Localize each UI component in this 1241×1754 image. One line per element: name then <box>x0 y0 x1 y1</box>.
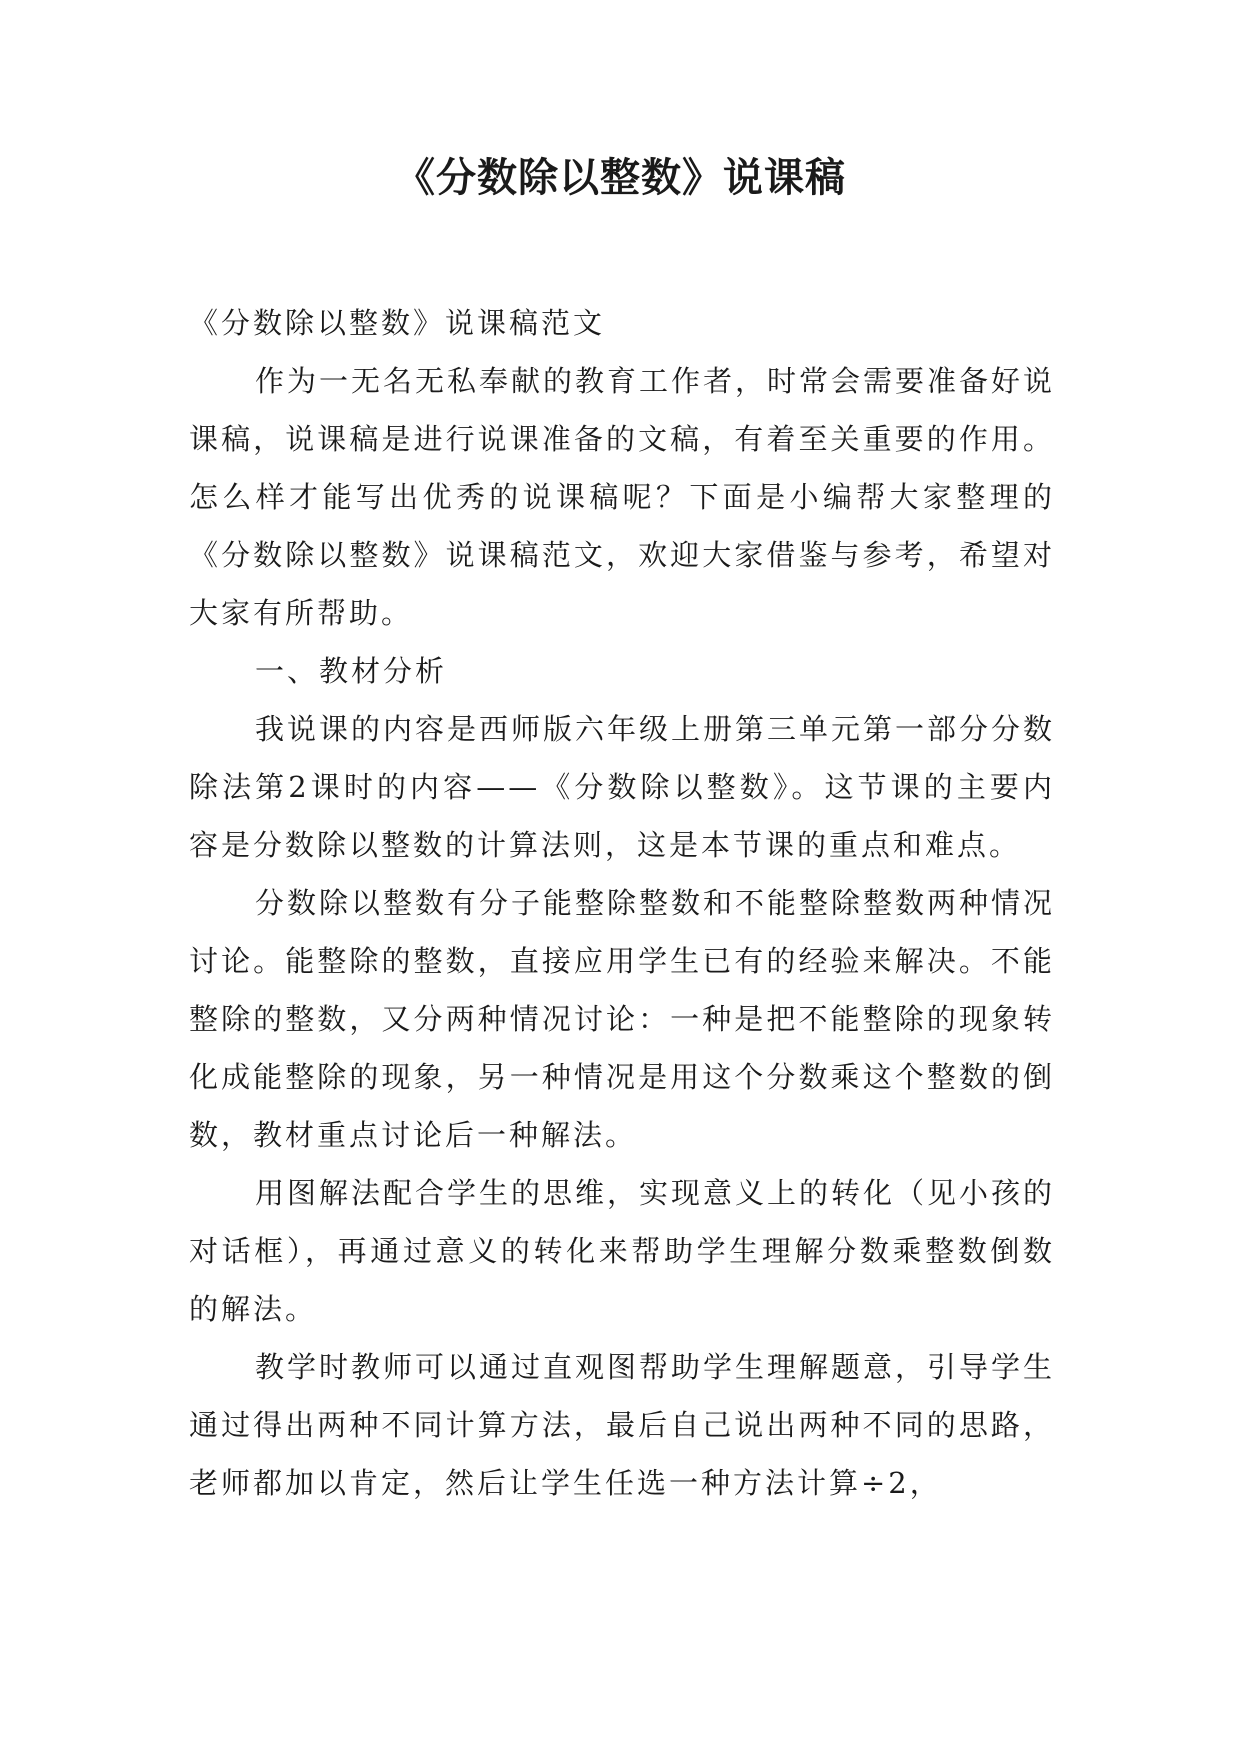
paragraph-diagram-method: 用图解法配合学生的思维，实现意义上的转化（见小孩的对话框），再通过意义的转化来帮助学生理解分数乘整数倒数的解法。 <box>189 1176 1056 1326</box>
document-body <box>189 294 1055 1512</box>
document-title: 《分数除以整数》说课稿 <box>395 155 846 201</box>
section-heading-textbook-analysis: 一、教材分析 <box>255 654 448 688</box>
paragraph-teaching-method: 教学时教师可以通过直观图帮助学生理解题意，引导学生通过得出两种不同计算方法，最后自己说出两种不同的思路，老师都加以肯定，然后让学生任选一种方法计算÷2， <box>189 1350 1056 1500</box>
paragraph-lesson-content: 我说课的内容是西师版六年级上册第三单元第一部分分数除法第2课时的内容——《分数除以整数》。这节课的主要内容是分数除以整数的计算法则，这是本节课的重点和难点。 <box>189 712 1056 862</box>
document-subtitle: 《分数除以整数》说课稿范文 <box>189 306 606 340</box>
paragraph-intro: 作为一无名无私奉献的教育工作者，时常会需要准备好说课稿，说课稿是进行说课准备的文稿，有着至关重要的作用。怎么样才能写出优秀的说课稿呢？下面是小编帮大家整理的《分数除以整数》说课稿范文，欢迎大家借鉴与参考，希望对大家有所帮助。 <box>189 364 1056 630</box>
paragraph-two-cases: 分数除以整数有分子能整除整数和不能整除整数两种情况讨论。能整除的整数，直接应用学生已有的经验来解决。不能整除的整数，又分两种情况讨论：一种是把不能整除的现象转化成能整除的现象，另一种情况是用这个分数乘这个整数的倒数，教材重点讨论后一种解法。 <box>189 886 1056 1152</box>
